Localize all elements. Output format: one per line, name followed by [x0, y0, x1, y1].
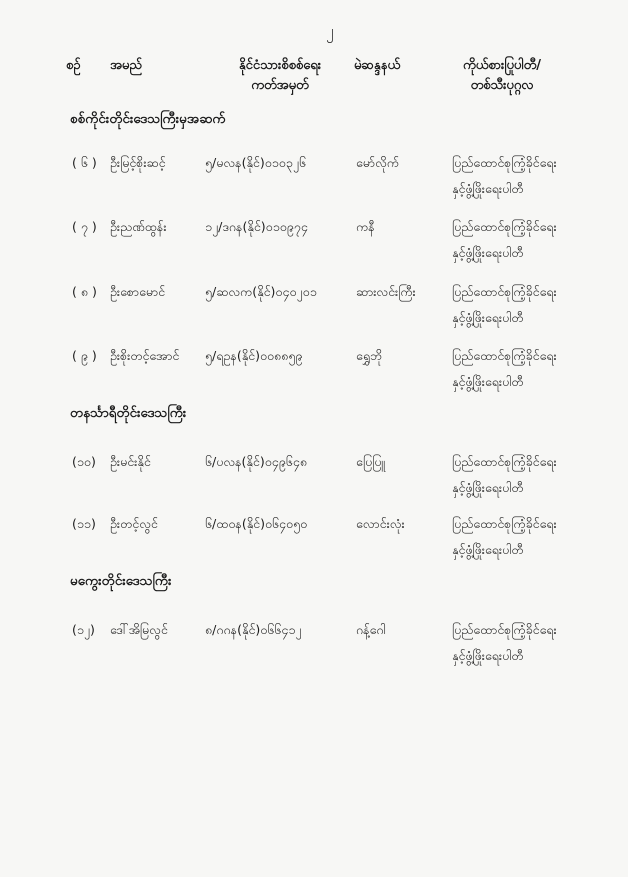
row-name: ဦးမြင့်စိုးဆင့် — [110, 155, 166, 170]
header-name: အမည် — [110, 58, 142, 73]
row-party — [452, 150, 557, 202]
header-no: စဉ် — [66, 58, 81, 73]
section-title: တနင်္သာရီတိုင်းဒေသကြီး — [70, 405, 187, 421]
row-name: ဒေါ်အိမြလွင် — [110, 622, 168, 637]
section-title: မကွေးတိုင်းဒေသကြီး — [70, 573, 172, 589]
header-id — [225, 56, 335, 96]
row-no: ( ၈ ) — [72, 284, 97, 299]
row-party-line1: ပြည်ထောင်စုကြံ့ခိုင်ရေး — [452, 155, 557, 170]
row-id: ၅/မလန(နိုင်)၀၁၀၃၂၆ — [205, 155, 307, 170]
row-party-line1: ပြည်ထောင်စုကြံ့ခိုင်ရေး — [452, 284, 557, 299]
row-party-line1: ပြည်ထောင်စုကြံ့ခိုင်ရေး — [452, 622, 557, 637]
row-constituency: လောင်းလုံး — [356, 516, 405, 531]
row-name: ဦးစိုးတင့်အောင် — [110, 348, 180, 363]
row-constituency: ပြေပြူ — [356, 454, 386, 469]
row-no: ( ၇ ) — [72, 219, 97, 234]
row-id: ၅/ဆလက(နိုင်)၀၄၀၂၀၁ — [205, 284, 317, 299]
row-no: (၁၁) — [72, 516, 96, 531]
row-party — [452, 279, 557, 331]
row-party-line2: နှင့်ဖွံ့ဖြိုးရေးပါတီ — [452, 374, 524, 389]
row-party-line2: နှင့်ဖွံ့ဖြိုးရေးပါတီ — [452, 542, 524, 557]
row-constituency: မော်လိုက် — [356, 155, 400, 170]
page-number: ၂ — [326, 22, 334, 40]
header-party — [448, 56, 556, 96]
row-party-line1: ပြည်ထောင်စုကြံ့ခိုင်ရေး — [452, 454, 557, 469]
row-constituency: ရွှေဘို — [356, 348, 383, 363]
row-no: (၁၀) — [72, 454, 96, 469]
row-id: ၁၂/ဒဂန(နိုင်)၀၁၀၉၇၄ — [205, 219, 308, 234]
row-party-line2: နှင့်ဖွံ့ဖြိုးရေးပါတီ — [452, 648, 524, 663]
row-party — [452, 511, 557, 563]
row-id: ၆/ပလန(နိုင်)၀၄၉၆၄၈ — [205, 454, 308, 469]
row-party-line1: ပြည်ထောင်စုကြံ့ခိုင်ရေး — [452, 219, 557, 234]
row-party — [452, 343, 557, 395]
row-no: ( ၆ ) — [72, 155, 97, 170]
row-no: (၁၂) — [72, 622, 95, 637]
row-party — [452, 617, 557, 669]
row-no: ( ၉ ) — [72, 348, 97, 363]
section-title: စစ်ကိုင်းတိုင်းဒေသကြီးမှအဆက် — [70, 111, 226, 127]
row-party-line2: နှင့်ဖွံ့ဖြိုးရေးပါတီ — [452, 181, 524, 196]
row-constituency: ဆားလင်းကြီး — [356, 284, 416, 299]
row-party — [452, 449, 557, 501]
row-party — [452, 214, 557, 266]
header-constituency: မဲဆန္ဒနယ် — [354, 58, 401, 73]
header-id-line2: ကတ်အမှတ် — [251, 78, 309, 93]
row-party-line2: နှင့်ဖွံ့ဖြိုးရေးပါတီ — [452, 310, 524, 325]
row-id: ၆/ထဝန(နိုင်)၀၆၄၀၅၀ — [205, 516, 308, 531]
header-id-line1: နိုင်ငံသားစိစစ်ရေး — [238, 58, 322, 73]
row-id: ၈/ဂဂန(နိုင်)၀၆၆၄၁၂ — [205, 622, 302, 637]
row-name: ဦးတင့်လွင် — [110, 516, 158, 531]
row-constituency: ကနီ — [356, 219, 375, 234]
row-party-line2: နှင့်ဖွံ့ဖြိုးရေးပါတီ — [452, 480, 524, 495]
row-party-line1: ပြည်ထောင်စုကြံ့ခိုင်ရေး — [452, 516, 557, 531]
row-name: ဦးညဏ်ထွန်း — [110, 219, 167, 234]
row-name: ဦးစောမောင် — [110, 284, 166, 299]
header-party-line2: တစ်သီးပုဂ္ဂလ — [470, 78, 534, 93]
row-id: ၅/ရဥန(နိုင်)၀၀၈၈၅၉ — [205, 348, 303, 363]
header-party-line1: ကိုယ်စားပြုပါတီ/ — [463, 58, 541, 73]
row-name: ဦးမင်းနိုင် — [110, 454, 151, 469]
row-party-line1: ပြည်ထောင်စုကြံ့ခိုင်ရေး — [452, 348, 557, 363]
row-party-line2: နှင့်ဖွံ့ဖြိုးရေးပါတီ — [452, 245, 524, 260]
row-constituency: ဂန့်ဂေါ — [356, 622, 386, 637]
